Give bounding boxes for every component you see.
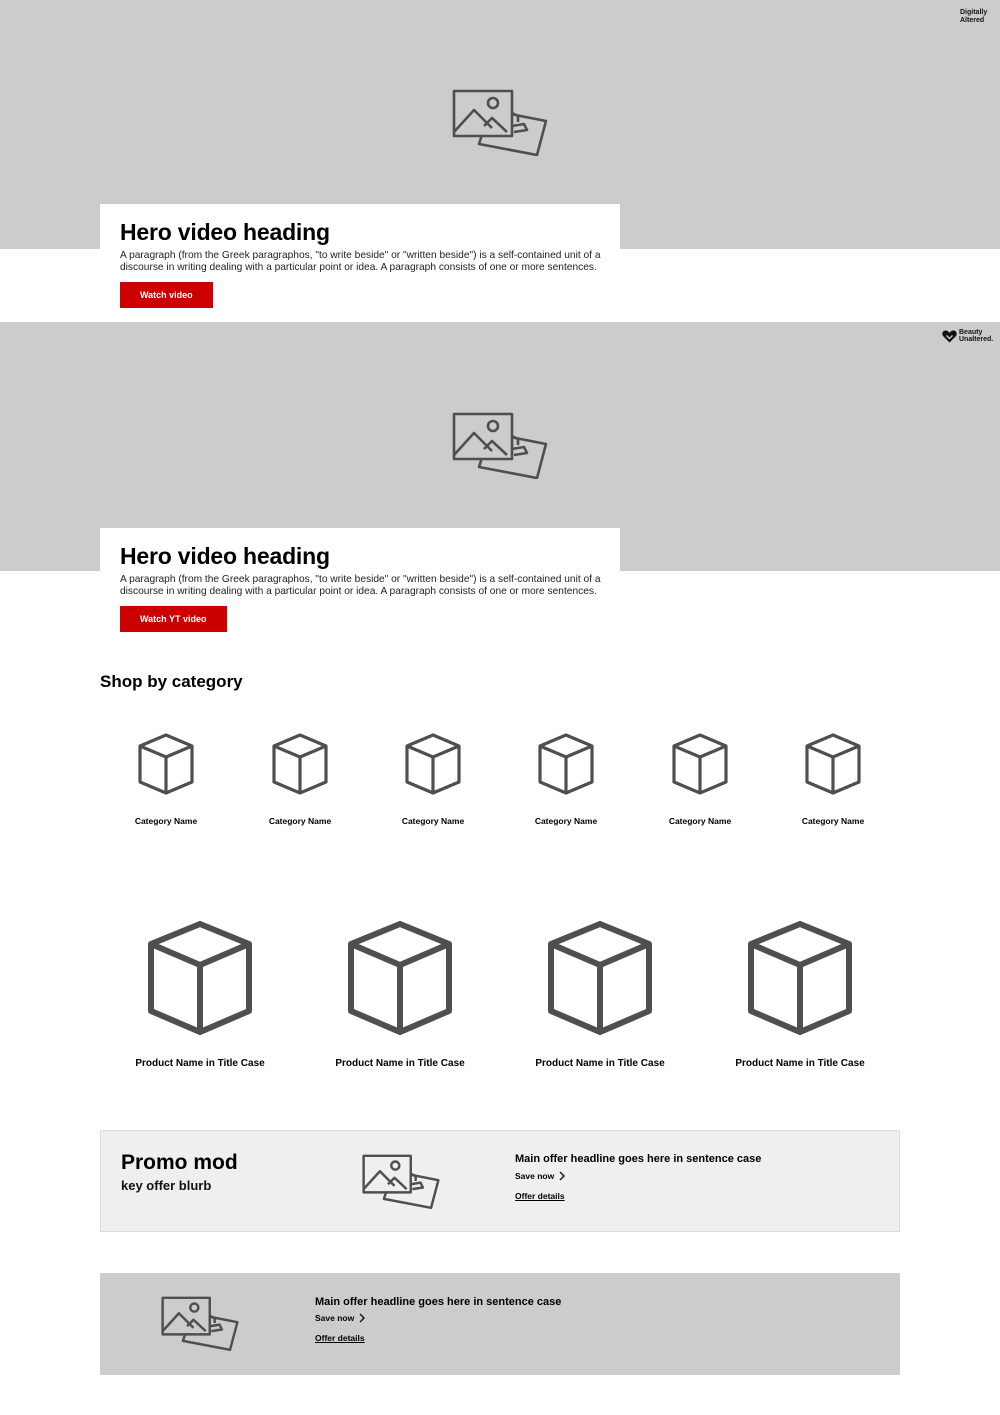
product-item[interactable] (300, 920, 500, 1069)
product-label: Product Name in Title Case (335, 1058, 465, 1069)
category-item[interactable] (373, 732, 493, 826)
cube-icon (803, 732, 863, 796)
category-item[interactable] (506, 732, 626, 826)
category-item[interactable] (640, 732, 760, 826)
save-now-link[interactable] (315, 1313, 365, 1323)
category-label: Category Name (801, 816, 865, 826)
save-now-label: Save now (515, 1171, 555, 1181)
cube-icon (145, 920, 255, 1036)
product-label: Product Name in Title Case (735, 1058, 865, 1069)
cube-icon (136, 732, 196, 796)
promo-blurb: key offer blurb (121, 1178, 212, 1193)
promo-title: Promo mod (121, 1151, 238, 1174)
promo-module-2 (100, 1273, 900, 1375)
product-label: Product Name in Title Case (535, 1058, 665, 1069)
offer-details-link[interactable]: Offer details (515, 1191, 565, 1201)
product-item[interactable] (500, 920, 700, 1069)
cube-icon (270, 732, 330, 796)
watch-video-button[interactable]: Watch video (120, 282, 213, 308)
hero-2-paragraph: A paragraph (from the Greek paragraphos, "to write beside" or "written beside") is a self-contained unit of a discourse in writing dealing with a particular point or idea. A paragraph consists of one or more sentences. (120, 574, 601, 597)
hero-1-image-placeholder-icon (452, 88, 548, 156)
category-item[interactable] (240, 732, 360, 826)
hero-1-paragraph: A paragraph (from the Greek paragraphos, "to write beside" or "written beside") is a self-contained unit of a discourse in writing dealing with a particular point or idea. A paragraph consists of one or more sentences. (120, 250, 601, 273)
heart-logo-icon (942, 330, 957, 343)
category-label: Category Name (534, 816, 598, 826)
cube-icon (545, 920, 655, 1036)
promo-module-1 (100, 1130, 900, 1232)
offer-headline: Main offer headline goes here in sentence case (315, 1296, 562, 1308)
save-now-label: Save now (315, 1313, 355, 1323)
offer-details-link[interactable]: Offer details (315, 1333, 365, 1343)
shop-by-category-title: Shop by category (100, 672, 243, 691)
hero-2-image-placeholder-icon (452, 411, 548, 479)
chevron-right-icon (559, 1171, 565, 1181)
category-label: Category Name (134, 816, 198, 826)
promo-1-image-placeholder-icon (362, 1153, 440, 1209)
hero-2-card (100, 528, 620, 646)
beauty-unaltered-badge (942, 330, 993, 343)
category-label: Category Name (668, 816, 732, 826)
cube-icon (345, 920, 455, 1036)
cube-icon (403, 732, 463, 796)
hero-2-heading: Hero video heading (120, 543, 330, 569)
cube-icon (670, 732, 730, 796)
category-label: Category Name (401, 816, 465, 826)
cube-icon (536, 732, 596, 796)
beauty-badge-line-1: Beauty (959, 329, 983, 336)
offer-headline: Main offer headline goes here in sentence case (515, 1153, 762, 1165)
hero-1-heading: Hero video heading (120, 219, 330, 245)
category-label: Category Name (268, 816, 332, 826)
hero-1-card (100, 204, 620, 322)
digitally-altered-badge: Digitally Altered (960, 9, 988, 24)
product-item[interactable] (100, 920, 300, 1069)
promo-2-image-placeholder-icon (161, 1295, 239, 1351)
save-now-link[interactable] (515, 1171, 565, 1181)
beauty-badge-line-2: Unaltered. (959, 335, 994, 343)
product-label: Product Name in Title Case (135, 1058, 265, 1069)
watch-yt-video-button[interactable]: Watch YT video (120, 606, 227, 632)
category-item[interactable] (773, 732, 893, 826)
category-item[interactable] (106, 732, 226, 826)
product-item[interactable] (700, 920, 900, 1069)
chevron-right-icon (359, 1313, 365, 1323)
cube-icon (745, 920, 855, 1036)
